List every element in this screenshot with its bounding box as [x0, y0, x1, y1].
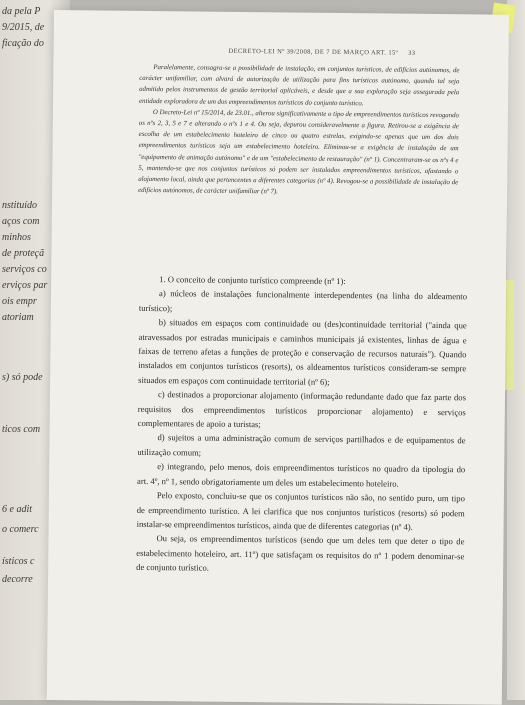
margin-fragment: aços com	[2, 216, 40, 227]
margin-fragment: da pela P	[2, 6, 41, 17]
margin-fragment: serviços co	[2, 264, 47, 275]
margin-fragment: de proteçã	[2, 248, 45, 259]
margin-fragment: erviços par	[2, 280, 48, 291]
margin-fragment: ficação do	[2, 38, 44, 49]
running-title: DECRETO-LEI Nº 39/2008, DE 7 DE MARÇO ART. 15º	[228, 47, 399, 57]
body-paragraph: Pelo exposto, concluiu-se que os conjuntos turísticos não são, no sentido puro, um tipo de empreendimento turístico. A lei clarifica que nos conjuntos turísticos (resorts) só podem instalar-se empreendimentos turísticos, ainda que de diferentes categorias (nº 4).	[136, 490, 465, 532]
page-number: 33	[408, 49, 416, 57]
margin-fragment: decorre	[2, 574, 33, 585]
margin-fragment: minhos	[2, 232, 31, 243]
commentary-body	[136, 272, 467, 578]
margin-fragment: nstituído	[2, 200, 38, 211]
margin-fragment: o comerc	[2, 524, 39, 535]
margin-fragment: 6 e adit	[2, 504, 32, 515]
margin-fragment: 9/2015, de	[2, 22, 45, 33]
list-item-d: d) sujeitos a uma administração comum de serviços partilhados e de equipamentos de utilização comum;	[137, 432, 466, 458]
body-paragraph: 1. O conceito de conjunto turístico compreende (nº 1):	[159, 274, 346, 287]
intro-paragraph: Paralelamente, consagra-se a possibilidade de instalação, em conjuntos turísticos, de edifícios autónomos, de carácter unifamiliar, com alvará de autorização de utilização para fins turísticos autónomo, quando tal seja admitido pelos instrumentos de gestão territorial aplicáveis, e desde que a sua exploração seja assegurada pela entidade exploradora de um dos empreendimentos turísticos do conjunto turístico.	[139, 64, 460, 107]
margin-fragment: atoriam	[2, 312, 34, 323]
list-item-c: c) destinados a proporcionar alojamento (informação redundante dado que faz parte dos requisitos dos empreendimentos turísticos proporcionar alojamento) e serviços complementares de apoio a turistas;	[137, 389, 467, 430]
intro-paragraph: O Decreto-Lei nº 15/2014, de 23.01., alterou significativamente o tipo de empreendimentos turísticos revogando os nºs 2, 3, 5 e 7 e alterando o nºs 1 e 4. Ou seja, depurou consideravelmente a figura. Retirou-se a exigência de escolha de um estabelecimento hoteleiro de cinco ou quatro estrelas, exigindo-se apenas que um dos dois empreendimentos turísticos seja um estabelecimento hoteleiro. Eliminou-se a exigência de instalação de um "equipamento de animação autónomo" e de um "estabelecimento de restauração" (nº 1). Concentraram-se os nºs 4 e 5, mantendo-se que nos conjuntos turísticos só podem ser instalados empreendimentos turísticos, afastando o alojamento local, ainda que pertencentes a diferentes categorias (nº 4). Revogou-se a possibilidade de instalação de edifícios autónomos, de carácter unifamiliar (nº 7).	[138, 108, 459, 196]
list-item-a: a) núcleos de instalações funcionalmente interdependentes (na linha do aldeamento turístico);	[138, 288, 468, 314]
book-page	[47, 10, 509, 705]
list-item-e: e) integrando, pelo menos, dois empreendimentos turísticos no quadro da tipologia do art. 4º, nº 1, sendo obrigatoriamente um deles um estabelecimento hoteleiro.	[137, 461, 466, 489]
margin-fragment: s) só pode	[2, 372, 43, 383]
margin-fragment: ticos com	[2, 424, 41, 435]
commentary-intro	[138, 62, 459, 200]
body-paragraph: Ou seja, os empreendimentos turísticos (sendo que um deles tem que deter o tipo de estabelecimento hoteleiro, art. 11º) que satisfaçam os requisitos do nº 1 podem denominar-se de conjunto turístico.	[136, 533, 465, 573]
margin-fragment: ísticos c	[2, 556, 35, 567]
list-item-b: b) situados em espaços com continuidade ou (des)continuidade territorial ("ainda que atravessados por estradas municipais e caminhos municipais já existentes, linhas de água e faixas de terreno afetas a funções de proteção e conservação de recursos naturais"). Quando instalados em conjuntos turísticos (resorts), os aldeamentos turísticos consideram-se sempre situados em espaços com continuidade territorial (nº 6);	[138, 317, 467, 387]
running-header	[229, 48, 416, 57]
margin-fragment: ois empr	[2, 296, 37, 307]
